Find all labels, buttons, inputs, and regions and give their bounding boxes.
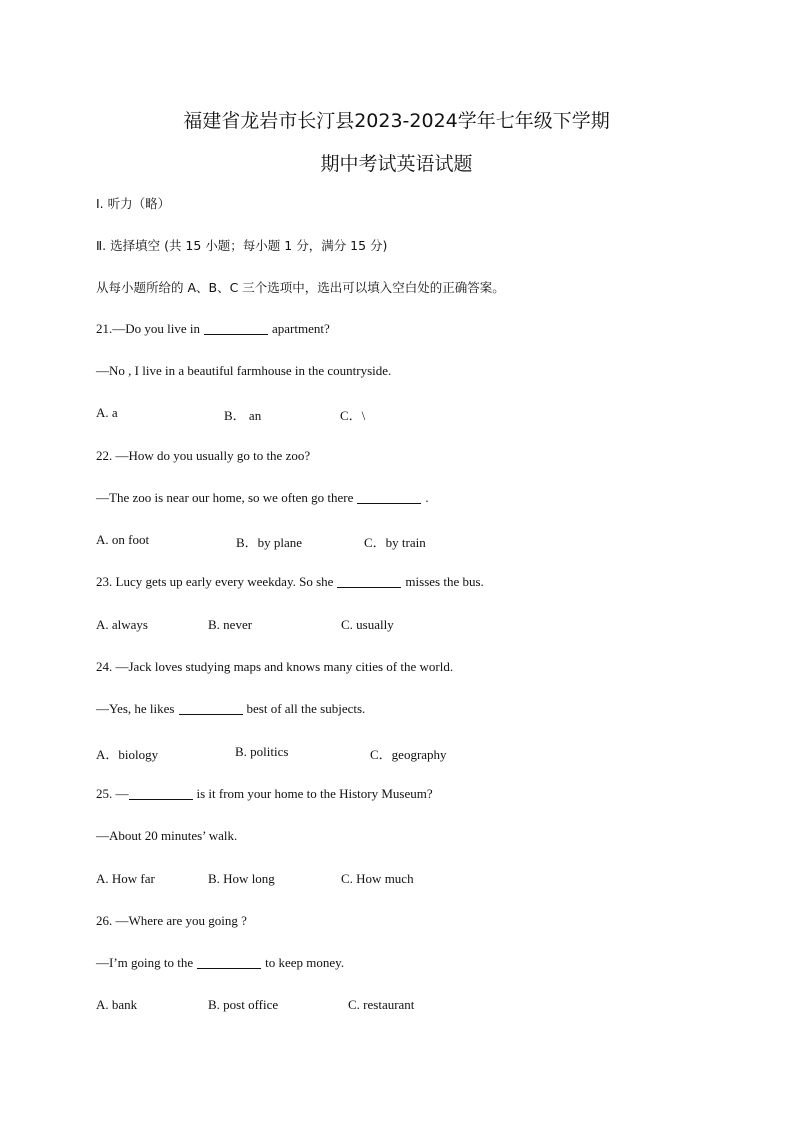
question-25: [96, 786, 433, 802]
section-instructions: 从每小题所给的 A、B、C 三个选项中，选出可以填入空白处的正确答案。: [96, 280, 505, 295]
question-text: 23. Lucy gets up early every weekday. So she: [96, 574, 334, 589]
option-24-a: A．biology: [96, 747, 159, 762]
option-22-b: B．by plane: [236, 535, 303, 550]
answer-25: —About 20 minutes’ walk.: [96, 828, 238, 843]
option-24-b: B. politics: [235, 744, 289, 759]
option-21-a: A. a: [96, 405, 118, 420]
answer-blank: [129, 787, 193, 800]
question-24: 24. —Jack loves studying maps and knows many cities of the world.: [96, 659, 454, 674]
answer-text: —The zoo is near our home, so we often go there: [96, 490, 354, 505]
question-text: is it from your home to the History Museum?: [196, 786, 433, 801]
answer-blank: [357, 491, 421, 504]
option-23-c: C. usually: [341, 617, 394, 632]
option-22-a: A. on foot: [96, 532, 150, 547]
option-24-c: C．geography: [370, 747, 447, 762]
answer-blank: [204, 322, 268, 335]
option-23-a: A. always: [96, 617, 148, 632]
answer-22: [96, 490, 429, 506]
option-25-a: A. How far: [96, 871, 155, 886]
section-listening: Ⅰ. 听力（略）: [96, 196, 171, 211]
option-26-a: A. bank: [96, 997, 138, 1012]
question-text: 21.—Do you live in: [96, 321, 200, 336]
question-text: apartment?: [272, 321, 330, 336]
question-21: [96, 321, 330, 337]
question-text: misses the bus.: [405, 574, 484, 589]
section-choice-heading: Ⅱ. 选择填空 (共 15 小题；每小题 1 分，满分 15 分): [96, 238, 388, 253]
question-23: [96, 574, 484, 590]
answer-24: [96, 701, 365, 717]
answer-26: [96, 955, 344, 971]
question-26: 26. —Where are you going ?: [96, 913, 247, 928]
option-21-b: B． an: [224, 408, 262, 423]
answer-text: —I’m going to the: [96, 955, 194, 970]
option-26-c: C. restaurant: [348, 997, 415, 1012]
option-22-c: C．by train: [364, 535, 426, 550]
option-25-b: B. How long: [208, 871, 275, 886]
question-text: 25. —: [96, 786, 129, 801]
question-22: 22. —How do you usually go to the zoo?: [96, 448, 311, 463]
option-26-b: B. post office: [208, 997, 279, 1012]
option-21-c: C．\: [340, 408, 366, 423]
answer-blank: [197, 956, 261, 969]
answer-text: best of all the subjects.: [246, 701, 366, 716]
answer-blank: [337, 575, 401, 588]
answer-text: —Yes, he likes: [96, 701, 175, 716]
answer-21: —No , I live in a beautiful farmhouse in the countryside.: [96, 363, 392, 378]
exam-title-line1: 福建省龙岩市长汀县2023-2024学年七年级下学期: [183, 110, 610, 132]
answer-text: .: [425, 490, 429, 505]
option-23-b: B. never: [208, 617, 253, 632]
answer-text: to keep money.: [265, 955, 345, 970]
option-25-c: C. How much: [341, 871, 414, 886]
exam-title-line2: 期中考试英语试题: [320, 153, 473, 175]
answer-blank: [179, 702, 243, 715]
